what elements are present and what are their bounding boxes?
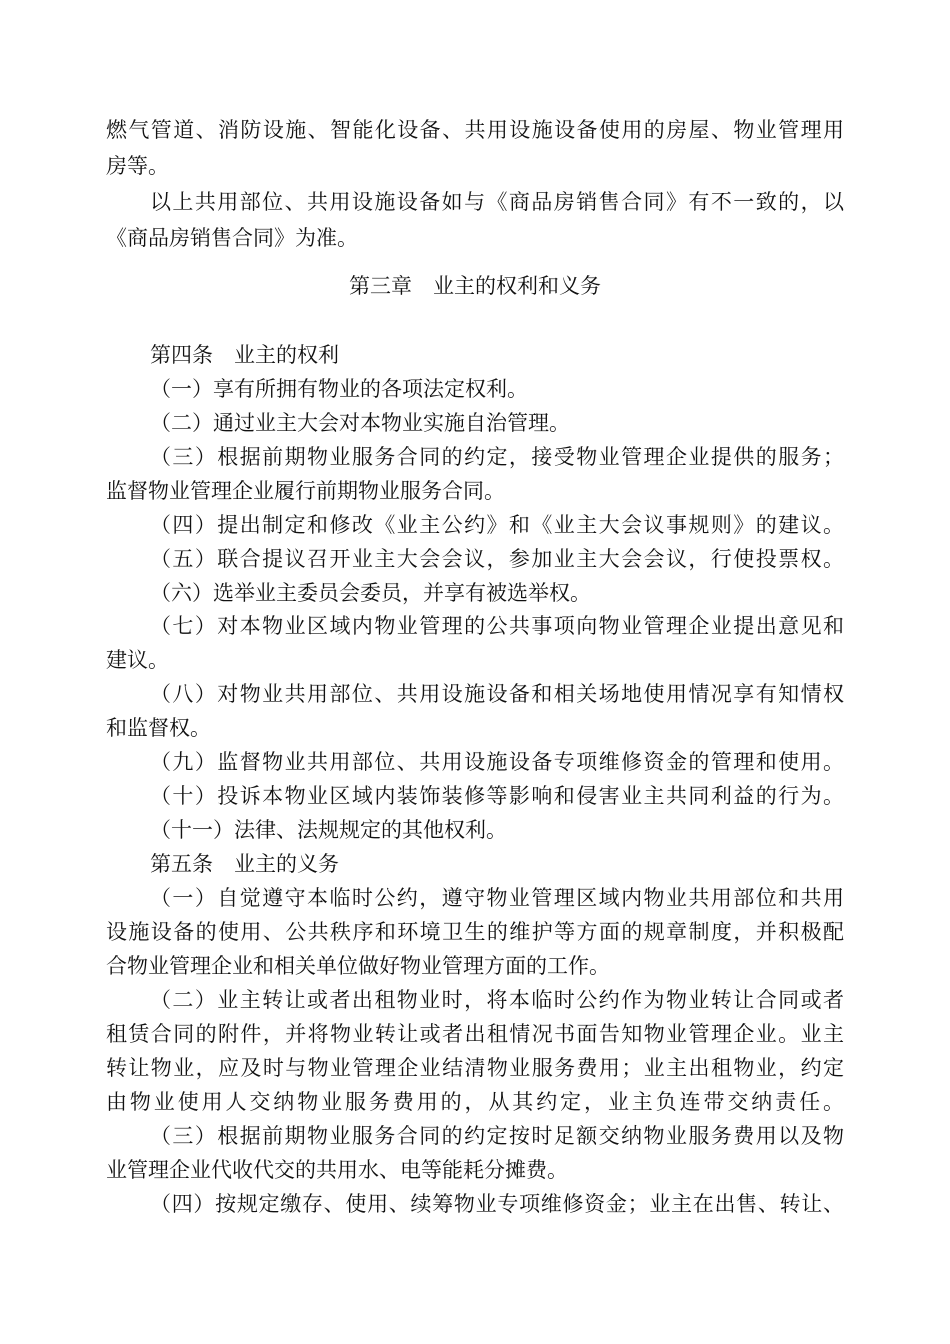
list-item: （三）根据前期物业服务合同的约定按时足额交纳物业服务费用以及物: [150, 1124, 844, 1148]
article-heading: 第五条 业主的义务: [150, 852, 339, 876]
list-item: （二）通过业主大会对本物业实施自治管理。: [150, 411, 570, 435]
text-line: 租赁合同的附件，并将物业转让或者出租情况书面告知物业管理企业。业主: [106, 1022, 844, 1046]
list-item: （六）选举业主委员会委员，并享有被选举权。: [150, 581, 591, 605]
text-line: 转让物业，应及时与物业管理企业结清物业服务费用；业主出租物业，约定: [106, 1056, 844, 1080]
text-line: 和监督权。: [106, 716, 211, 740]
text-line: 《商品房销售合同》为准。: [106, 226, 358, 250]
text-line: 燃气管道、消防设施、智能化设备、共用设施设备使用的房屋、物业管理用: [106, 118, 844, 142]
chapter-heading: 第三章 业主的权利和义务: [349, 274, 601, 298]
list-item: （七）对本物业区域内物业管理的公共事项向物业管理企业提出意见和: [150, 614, 844, 638]
text-line: 合物业管理企业和相关单位做好物业管理方面的工作。: [106, 954, 610, 978]
text-line: 房等。: [106, 154, 169, 178]
list-item: （一）自觉遵守本临时公约，遵守物业管理区域内物业共用部位和共用: [150, 886, 844, 910]
list-item: （四）提出制定和修改《业主公约》和《业主大会议事规则》的建议。: [150, 513, 844, 537]
text-line: 设施设备的使用、公共秩序和环境卫生的维护等方面的规章制度，并积极配: [106, 920, 844, 944]
list-item: （九）监督物业共用部位、共用设施设备专项维修资金的管理和使用。: [150, 750, 844, 774]
list-item: （四）按规定缴存、使用、续筹物业专项维修资金；业主在出售、转让、: [150, 1192, 844, 1216]
list-item: （八）对物业共用部位、共用设施设备和相关场地使用情况享有知情权: [150, 682, 844, 706]
text-line: 建议。: [106, 648, 169, 672]
list-item: （五）联合提议召开业主大会会议，参加业主大会会议，行使投票权。: [150, 547, 844, 571]
text-line: 由物业使用人交纳物业服务费用的，从其约定，业主负连带交纳责任。: [106, 1090, 844, 1114]
list-item: （三）根据前期物业服务合同的约定，接受物业管理企业提供的服务；: [150, 445, 844, 469]
list-item: （一）享有所拥有物业的各项法定权利。: [150, 377, 528, 401]
text-line: 业管理企业代收代交的共用水、电等能耗分摊费。: [106, 1158, 568, 1182]
list-item: （十）投诉本物业区域内装饰装修等影响和侵害业主共同利益的行为。: [150, 784, 844, 808]
article-heading: 第四条 业主的权利: [150, 343, 339, 367]
text-line: 监督物业管理企业履行前期物业服务合同。: [106, 479, 505, 503]
text-line: 以上共用部位、共用设施设备如与《商品房销售合同》有不一致的，以: [150, 190, 844, 214]
list-item: （二）业主转让或者出租物业时，将本临时公约作为物业转让合同或者: [150, 988, 844, 1012]
list-item: （十一）法律、法规规定的其他权利。: [150, 818, 507, 842]
